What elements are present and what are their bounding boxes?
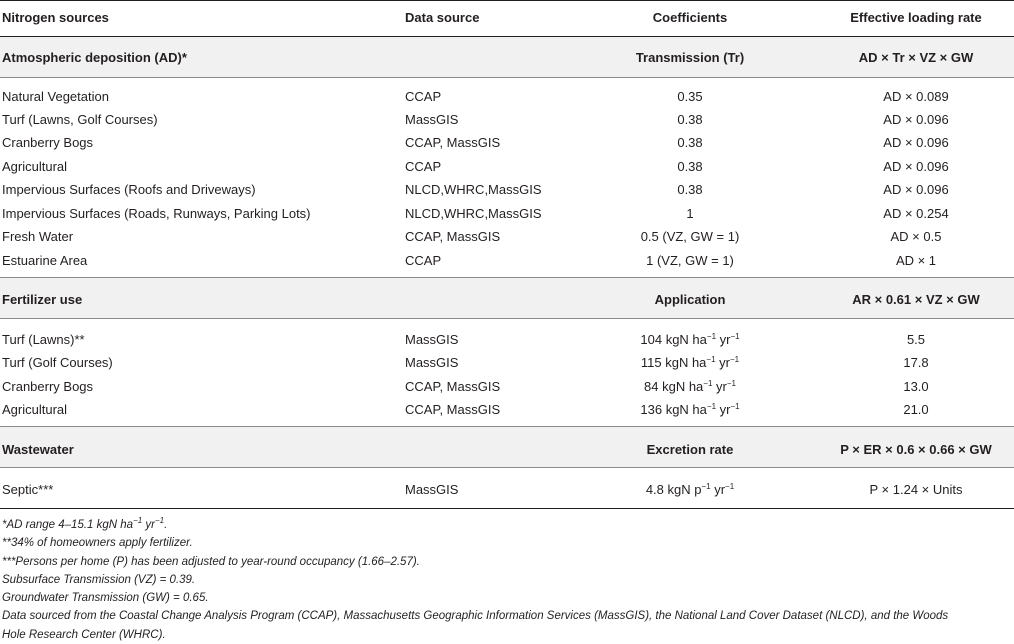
cell-source: Agricultural [2, 159, 68, 174]
section-coef-header: Transmission (Tr) [635, 50, 745, 65]
section-title: Fertilizer use [2, 292, 83, 307]
cell-source: Impervious Surfaces (Roofs and Driveways) [2, 182, 256, 197]
coef-exponent: −1 [706, 332, 717, 341]
cell-data-source: CCAP, MassGIS [405, 135, 501, 150]
header-coefficients: Coefficients [652, 10, 728, 25]
footnote-text: *AD range 4–15.1 kgN ha [2, 519, 134, 531]
section-header-row [0, 46, 1014, 69]
cell-source: Cranberry Bogs [2, 379, 94, 394]
bottom-rule [0, 508, 1014, 509]
coef-value: 136 kgN ha [640, 402, 707, 417]
section-coef-header: Application [654, 292, 726, 307]
footnote-vz: Subsurface Transmission (VZ) = 0.39. [2, 573, 196, 586]
section-header-row [0, 438, 1014, 461]
section-rule [0, 77, 1014, 78]
table-row [0, 108, 1014, 131]
cell-coefficient: 0.38 [677, 159, 703, 174]
cell-source: Estuarine Area [2, 253, 88, 268]
footnote-exponent: −1 [154, 516, 165, 525]
cell-data-source: CCAP, MassGIS [405, 402, 501, 417]
table-row [0, 478, 1014, 501]
cell-data-source: MassGIS [405, 112, 459, 127]
cell-rate: AD × 0.254 [883, 206, 949, 221]
table-row [0, 178, 1014, 201]
coef-value: 4.8 kgN p [645, 482, 702, 497]
cell-data-source: CCAP, MassGIS [405, 379, 501, 394]
cell-source: Turf (Golf Courses) [2, 355, 113, 370]
cell-rate: 21.0 [903, 402, 929, 417]
section-header-row [0, 288, 1014, 311]
coef-value: 84 kgN ha [644, 379, 704, 394]
section-coef-header: Excretion rate [646, 442, 734, 457]
cell-rate: 13.0 [903, 379, 929, 394]
table-row [0, 328, 1014, 351]
footnote-persons-per-home: ***Persons per home (P) has been adjusted to year-round occupancy (1.66–2.57). [2, 555, 420, 568]
cell-coefficient [600, 375, 780, 398]
section-title: Wastewater [2, 442, 74, 457]
coef-exponent: −1 [706, 402, 717, 411]
cell-coefficient: 1 (VZ, GW = 1) [646, 253, 734, 268]
coef-unit: yr [712, 379, 727, 394]
cell-rate: AD × 0.096 [883, 159, 949, 174]
coef-exponent: −1 [730, 332, 740, 341]
header-data-source: Data source [405, 10, 480, 25]
cell-rate: P × 1.24 × Units [869, 482, 963, 497]
table-row [0, 225, 1014, 248]
section-rule [0, 318, 1014, 319]
cell-source: Fresh Water [2, 229, 74, 244]
footnote-fertilizer: **34% of homeowners apply fertilizer. [2, 537, 193, 550]
coef-exponent: −1 [701, 482, 711, 491]
table-row [0, 155, 1014, 178]
coef-exponent: −1 [729, 355, 740, 364]
cell-source: Agricultural [2, 402, 68, 417]
cell-data-source: CCAP, MassGIS [405, 229, 501, 244]
cell-coefficient: 0.35 [677, 89, 703, 104]
cell-coefficient: 0.38 [677, 112, 703, 127]
cell-data-source: MassGIS [405, 355, 459, 370]
table-row [0, 249, 1014, 272]
table-footnotes [2, 516, 1012, 644]
section-rate-header: AR × 0.61 × VZ × GW [852, 292, 980, 307]
top-rule [0, 0, 1014, 1]
coef-exponent: −1 [706, 355, 716, 364]
coef-unit: yr [710, 482, 726, 497]
coef-unit: yr [715, 355, 730, 370]
cell-rate: 17.8 [903, 355, 929, 370]
cell-source: Turf (Lawns, Golf Courses) [2, 112, 158, 127]
footnote-exponent: −1 [133, 516, 143, 525]
coef-unit: yr [716, 332, 731, 347]
coef-unit: yr [716, 402, 731, 417]
footnote-text: . [164, 519, 168, 531]
header-nitrogen-sources: Nitrogen sources [2, 10, 109, 25]
coef-exponent: −1 [725, 482, 735, 491]
footnote-text: yr [142, 519, 155, 531]
cell-data-source: CCAP [405, 159, 442, 174]
table-row [0, 375, 1014, 398]
cell-data-source: CCAP [405, 89, 442, 104]
cell-rate: 5.5 [906, 332, 926, 347]
section-rate-header: P × ER × 0.6 × 0.66 × GW [840, 442, 992, 457]
footnote-data-sources-cont: Hole Research Center (WHRC). [2, 628, 166, 641]
cell-rate: AD × 0.096 [883, 135, 949, 150]
cell-rate: AD × 0.5 [890, 229, 942, 244]
cell-data-source: MassGIS [405, 332, 459, 347]
cell-data-source: MassGIS [405, 482, 459, 497]
cell-data-source: NLCD,WHRC,MassGIS [405, 182, 542, 197]
cell-rate: AD × 0.096 [883, 182, 949, 197]
cell-source: Natural Vegetation [2, 89, 109, 104]
cell-coefficient: 0.38 [677, 135, 703, 150]
cell-rate: AD × 1 [895, 253, 937, 268]
cell-coefficient: 1 [686, 206, 694, 221]
section-title: Atmospheric deposition (AD)* [2, 50, 187, 65]
cell-coefficient [600, 478, 780, 501]
header-effective-loading-rate: Effective loading rate [850, 10, 982, 25]
cell-coefficient [600, 398, 780, 421]
coef-exponent: −1 [726, 379, 736, 388]
table-header-row [0, 6, 1014, 29]
cell-coefficient: 0.38 [677, 182, 703, 197]
cell-data-source: CCAP [405, 253, 442, 268]
cell-rate: AD × 0.096 [883, 112, 949, 127]
section-rule [0, 467, 1014, 468]
table-row [0, 131, 1014, 154]
coef-value: 115 kgN ha [640, 355, 707, 370]
coef-exponent: −1 [703, 379, 713, 388]
coef-value: 104 kgN ha [640, 332, 707, 347]
cell-coefficient [600, 328, 780, 351]
coef-exponent: −1 [730, 402, 740, 411]
table-row [0, 351, 1014, 374]
cell-rate: AD × 0.089 [883, 89, 949, 104]
footnote-gw: Groundwater Transmission (GW) = 0.65. [2, 592, 209, 605]
cell-source: Septic*** [2, 482, 54, 497]
footnote-data-sources: Data sourced from the Coastal Change Analysis Program (CCAP), Massachusetts Geographic Information Services (MassGIS), the National Land Cover Dataset (NLCD), and the Woods [2, 610, 949, 623]
cell-source: Cranberry Bogs [2, 135, 94, 150]
cell-coefficient [600, 351, 780, 374]
cell-data-source: NLCD,WHRC,MassGIS [405, 206, 542, 221]
table-row [0, 85, 1014, 108]
cell-coefficient: 0.5 (VZ, GW = 1) [640, 229, 740, 244]
cell-source: Turf (Lawns)** [2, 332, 85, 347]
footnote-ad-range [2, 516, 1012, 534]
cell-source: Impervious Surfaces (Roads, Runways, Parking Lots) [2, 206, 311, 221]
table-row [0, 398, 1014, 421]
section-rate-header: AD × Tr × VZ × GW [858, 50, 974, 65]
table-row [0, 202, 1014, 225]
